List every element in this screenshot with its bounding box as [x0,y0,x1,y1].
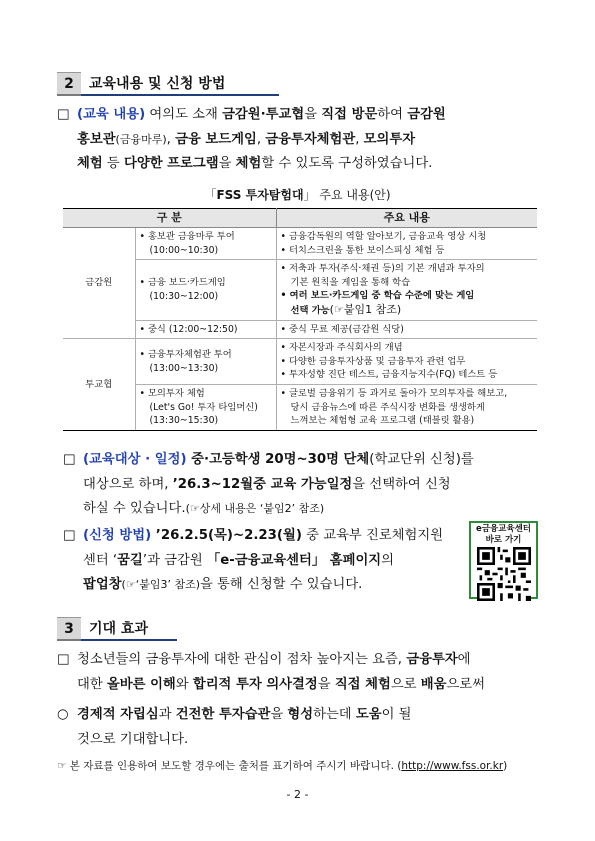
text: • 터치스크린을 통한 보이스피싱 체험 등 [280,244,445,256]
text: 중 교육부 진로체험지원 [301,528,444,543]
text: 에 [457,652,471,667]
table-title [0,186,595,203]
text: ’26.3~12월중 교육 가능일정 [172,476,353,492]
qr-label: e금융교육센터 [475,524,532,534]
column-header-content: 주요 내용 [276,209,537,228]
section-number: 2 [57,72,81,96]
content-cell [276,384,537,430]
text: 을 [218,156,236,171]
text: 금융투자체험관 [265,131,356,147]
text: 형성 [287,707,314,722]
text: (13:00~13:30) [149,362,219,374]
text: 꿈길 [117,552,143,568]
content-cell [276,260,537,320]
text: 기본 원칙을 게임을 통해 학습 [290,276,411,288]
text: (10:30~12:00) [149,290,219,302]
text: 을 통해 신청할 수 있습니다. [199,577,363,592]
text: 하실 수 있습니다. [83,501,186,516]
text: ’26.2.5(목)~2.23(월) [151,528,302,543]
text: 홍보관 [77,131,116,147]
text: 건전한 투자습관 [175,707,271,722]
text: FSS 투자탐험대 [216,188,304,202]
text: • 저축과 투자(주식·채권 등)의 기본 개념과 투자의 [280,263,485,275]
text: 경제적 자립심 [77,707,159,722]
text: 직접 체험 [334,676,391,692]
footnote-text: ) [503,760,508,772]
content-cell [276,228,537,260]
expected-effect-subparagraph [57,703,412,752]
text: • 모의투자 체험 [139,387,205,399]
text: 도움 [355,707,382,722]
table-row [63,320,537,339]
text: 을 [317,676,335,692]
text: 센터 ‘ [83,552,118,568]
text: 중·고등학생 [186,452,266,467]
text: 을 [270,707,288,722]
qr-code-link[interactable] [469,521,538,599]
application-method-paragraph [63,524,443,598]
text: 배움 [420,676,447,692]
text: 선택 가능 [290,304,330,316]
text: 20명~30명 단체 [265,452,370,467]
text: 대상으로 하며, [83,476,173,492]
text: • 홍보관 금융마루 투어 [139,231,235,242]
text: 금융투자 [406,652,458,667]
text: (10:00~10:30) [149,244,219,256]
org-cell: 투교협 [63,339,135,431]
text: (금융마루) [115,132,167,146]
text: 하는데 [313,707,356,722]
text: 체험 [77,156,103,171]
expected-effect-paragraph [57,648,485,697]
label: (교육대상 · 일정) [83,452,187,467]
text: 체험 [235,156,262,171]
text: • 금융투자체험관 투어 [139,348,232,360]
text: • 금융 보드·카드게임 [139,277,226,289]
table-row [63,384,537,430]
content-cell [276,320,537,339]
text: (학교단위 신청)를 [369,452,474,467]
text: • 중식 무료 제공(금감원 식당) [280,323,404,335]
text: 팝업창 [83,577,122,592]
text: 「e-금융교육센터」 홈페이지 [206,552,382,568]
text: 으로써 [446,676,485,692]
checkbox-bullet: □ [63,452,76,467]
text: , [256,131,266,147]
text: 등 [102,156,125,171]
text: 것으로 기대합니다. [77,731,189,747]
program-cell [135,384,276,430]
text: (☞붙임1 참조) [329,302,402,316]
table-row [63,339,537,385]
circle-bullet: ○ [57,707,69,722]
text: ’과 금감원 [142,552,207,568]
text: 「 [204,188,217,202]
program-cell [135,260,276,320]
text: 느껴보는 체험형 교육 프로그램 (태블릿 활용) [290,415,475,427]
text: 대한 [77,676,107,692]
text: 다양한 프로그램 [124,156,219,171]
text: 」 주요 내용(안) [303,188,391,202]
fss-website-link[interactable]: http://www.fss.or.kr [401,760,504,772]
education-target-paragraph [63,448,474,522]
program-cell [135,339,276,385]
text: • 다양한 금융투자상품 및 금융투자 관련 업무 [280,355,466,367]
footnote-text: ☞ 본 자료를 인용하여 보도할 경우에는 출처를 표기하여 주시기 바랍니다. ( [57,760,402,772]
section-number: 3 [57,617,81,641]
text: • 중식 (12:00~12:50) [139,323,238,335]
text: 올바른 이해 [106,676,176,692]
qr-code-icon [477,547,531,601]
text: 을 선택하여 신청 [352,476,451,492]
text: , [166,131,176,147]
text: (13:30~15:30) [149,415,219,427]
text: 하여 [377,107,408,122]
text: 모의투자 [363,131,416,147]
text: 금감원 [407,107,446,122]
text: (☞‘붙임3’ 참조) [121,578,200,591]
text: • 투자성향 진단 테스트, 금융지능지수(FQ) 테스트 등 [280,369,498,381]
column-header-category: 구 분 [63,209,276,228]
qr-label: 바로 가기 [485,535,522,545]
text: • 여러 보드·카드게임 중 학습 수준에 맞는 게임 [280,290,475,302]
section-title: 기대 효과 [81,617,177,641]
section-2-header [57,72,279,96]
text: (Let's Go! 투자 타임머신) [149,401,258,413]
checkbox-bullet: □ [57,107,70,122]
program-cell [135,228,276,260]
text: 합리적 투자 의사결정 [192,676,318,692]
text: • 금융감독원의 역할 알아보기, 금융교육 영상 시청 [280,231,487,242]
label: (신청 방법) [83,528,152,543]
text: 을 [304,107,322,122]
text: (☞상세 내용은 ‘붙임2’ 참조) [185,502,325,515]
text: • 자본시장과 주식회사의 개념 [280,342,403,354]
table-row [63,260,537,320]
footnote [57,758,507,773]
text: 의 [381,552,394,568]
checkbox-bullet: □ [63,528,76,543]
education-content-paragraph [57,103,446,177]
text: 금융 보드게임 [175,131,257,147]
text: 이 될 [381,707,412,722]
section-3-header [57,617,177,641]
org-cell: 금감원 [63,228,135,339]
text: 여의도 소재 [145,107,223,122]
table-row [63,228,537,260]
table-header-row [63,209,537,228]
text: 와 [175,676,193,692]
checkbox-bullet: □ [57,652,70,667]
section-title: 교육내용 및 신청 방법 [81,72,279,96]
label: (교육 내용) [77,107,146,122]
text: 으로 [390,676,421,692]
program-cell [135,320,276,339]
text: 금감원·투교협 [222,107,305,122]
text: • 글로벌 금융위기 등 과거로 돌아가 모의투자를 해보고, [280,387,508,399]
text: 직접 방문 [321,107,378,122]
text: 당시 금융뉴스에 따른 주식시장 변화를 생생하게 [290,401,485,413]
content-cell [276,339,537,385]
page-number: - 2 - [286,788,309,801]
text: 할 수 있도록 구성하였습니다. [261,156,433,171]
text: 청소년들의 금융투자에 대한 관심이 점차 높아지는 요즘, [77,652,407,667]
program-table [63,208,537,431]
text: , [355,131,364,147]
text: 과 [158,707,176,722]
